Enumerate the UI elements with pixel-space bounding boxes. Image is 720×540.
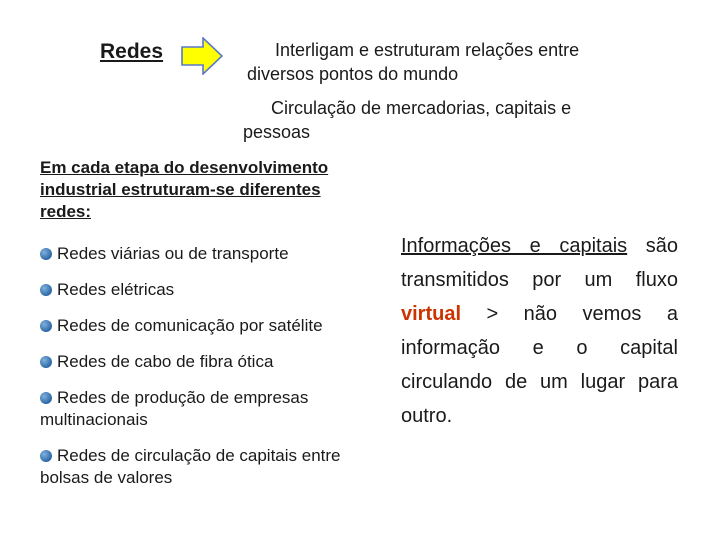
list-item	[40, 387, 370, 431]
info-paragraph	[401, 229, 678, 433]
list-item-text: Redes viárias ou de transporte	[57, 244, 289, 263]
list-item	[40, 445, 370, 489]
arrow-right-icon	[181, 37, 223, 75]
bullet-icon	[40, 450, 52, 462]
bullet-icon	[40, 248, 52, 260]
list-item-text: Redes elétricas	[57, 280, 175, 299]
intro-paragraph-1	[247, 38, 607, 86]
network-list	[40, 243, 370, 503]
list-item-text: Redes de produção de empresas multinacionais	[40, 388, 309, 429]
info-underlined-text: Informações e capitais	[401, 235, 628, 257]
bullet-icon	[40, 320, 52, 332]
list-item	[40, 315, 370, 337]
list-item	[40, 351, 370, 373]
list-item-text: Redes de comunicação por satélite	[57, 316, 323, 335]
list-item-text: Redes de circulação de capitais entre bolsas de valores	[40, 446, 341, 487]
list-item	[40, 243, 370, 265]
info-highlight-text: virtual	[401, 303, 462, 325]
section-heading: Em cada etapa do desenvolvimento industrial estruturam-se diferentes redes:	[40, 158, 329, 221]
bullet-icon	[40, 392, 52, 404]
slide-title: Redes	[100, 40, 164, 63]
intro-paragraph-2	[243, 96, 613, 144]
info-text-end: > não vemos a informação e o capital circulando de um lugar para outro.	[401, 303, 678, 427]
info-text: são transmitidos por um fluxo	[401, 235, 678, 291]
intro-2-rest: pessoas	[243, 122, 311, 142]
list-item-text: Redes de cabo de fibra ótica	[57, 352, 274, 371]
list-item	[40, 279, 370, 301]
bullet-icon	[40, 284, 52, 296]
intro-1-rest: diversos pontos do mundo	[247, 64, 459, 84]
bullet-icon	[40, 356, 52, 368]
intro-1-first-line: Interligam e estruturam relações entre	[275, 40, 580, 60]
intro-2-first-line: Circulação de mercadorias, capitais e	[271, 98, 572, 118]
